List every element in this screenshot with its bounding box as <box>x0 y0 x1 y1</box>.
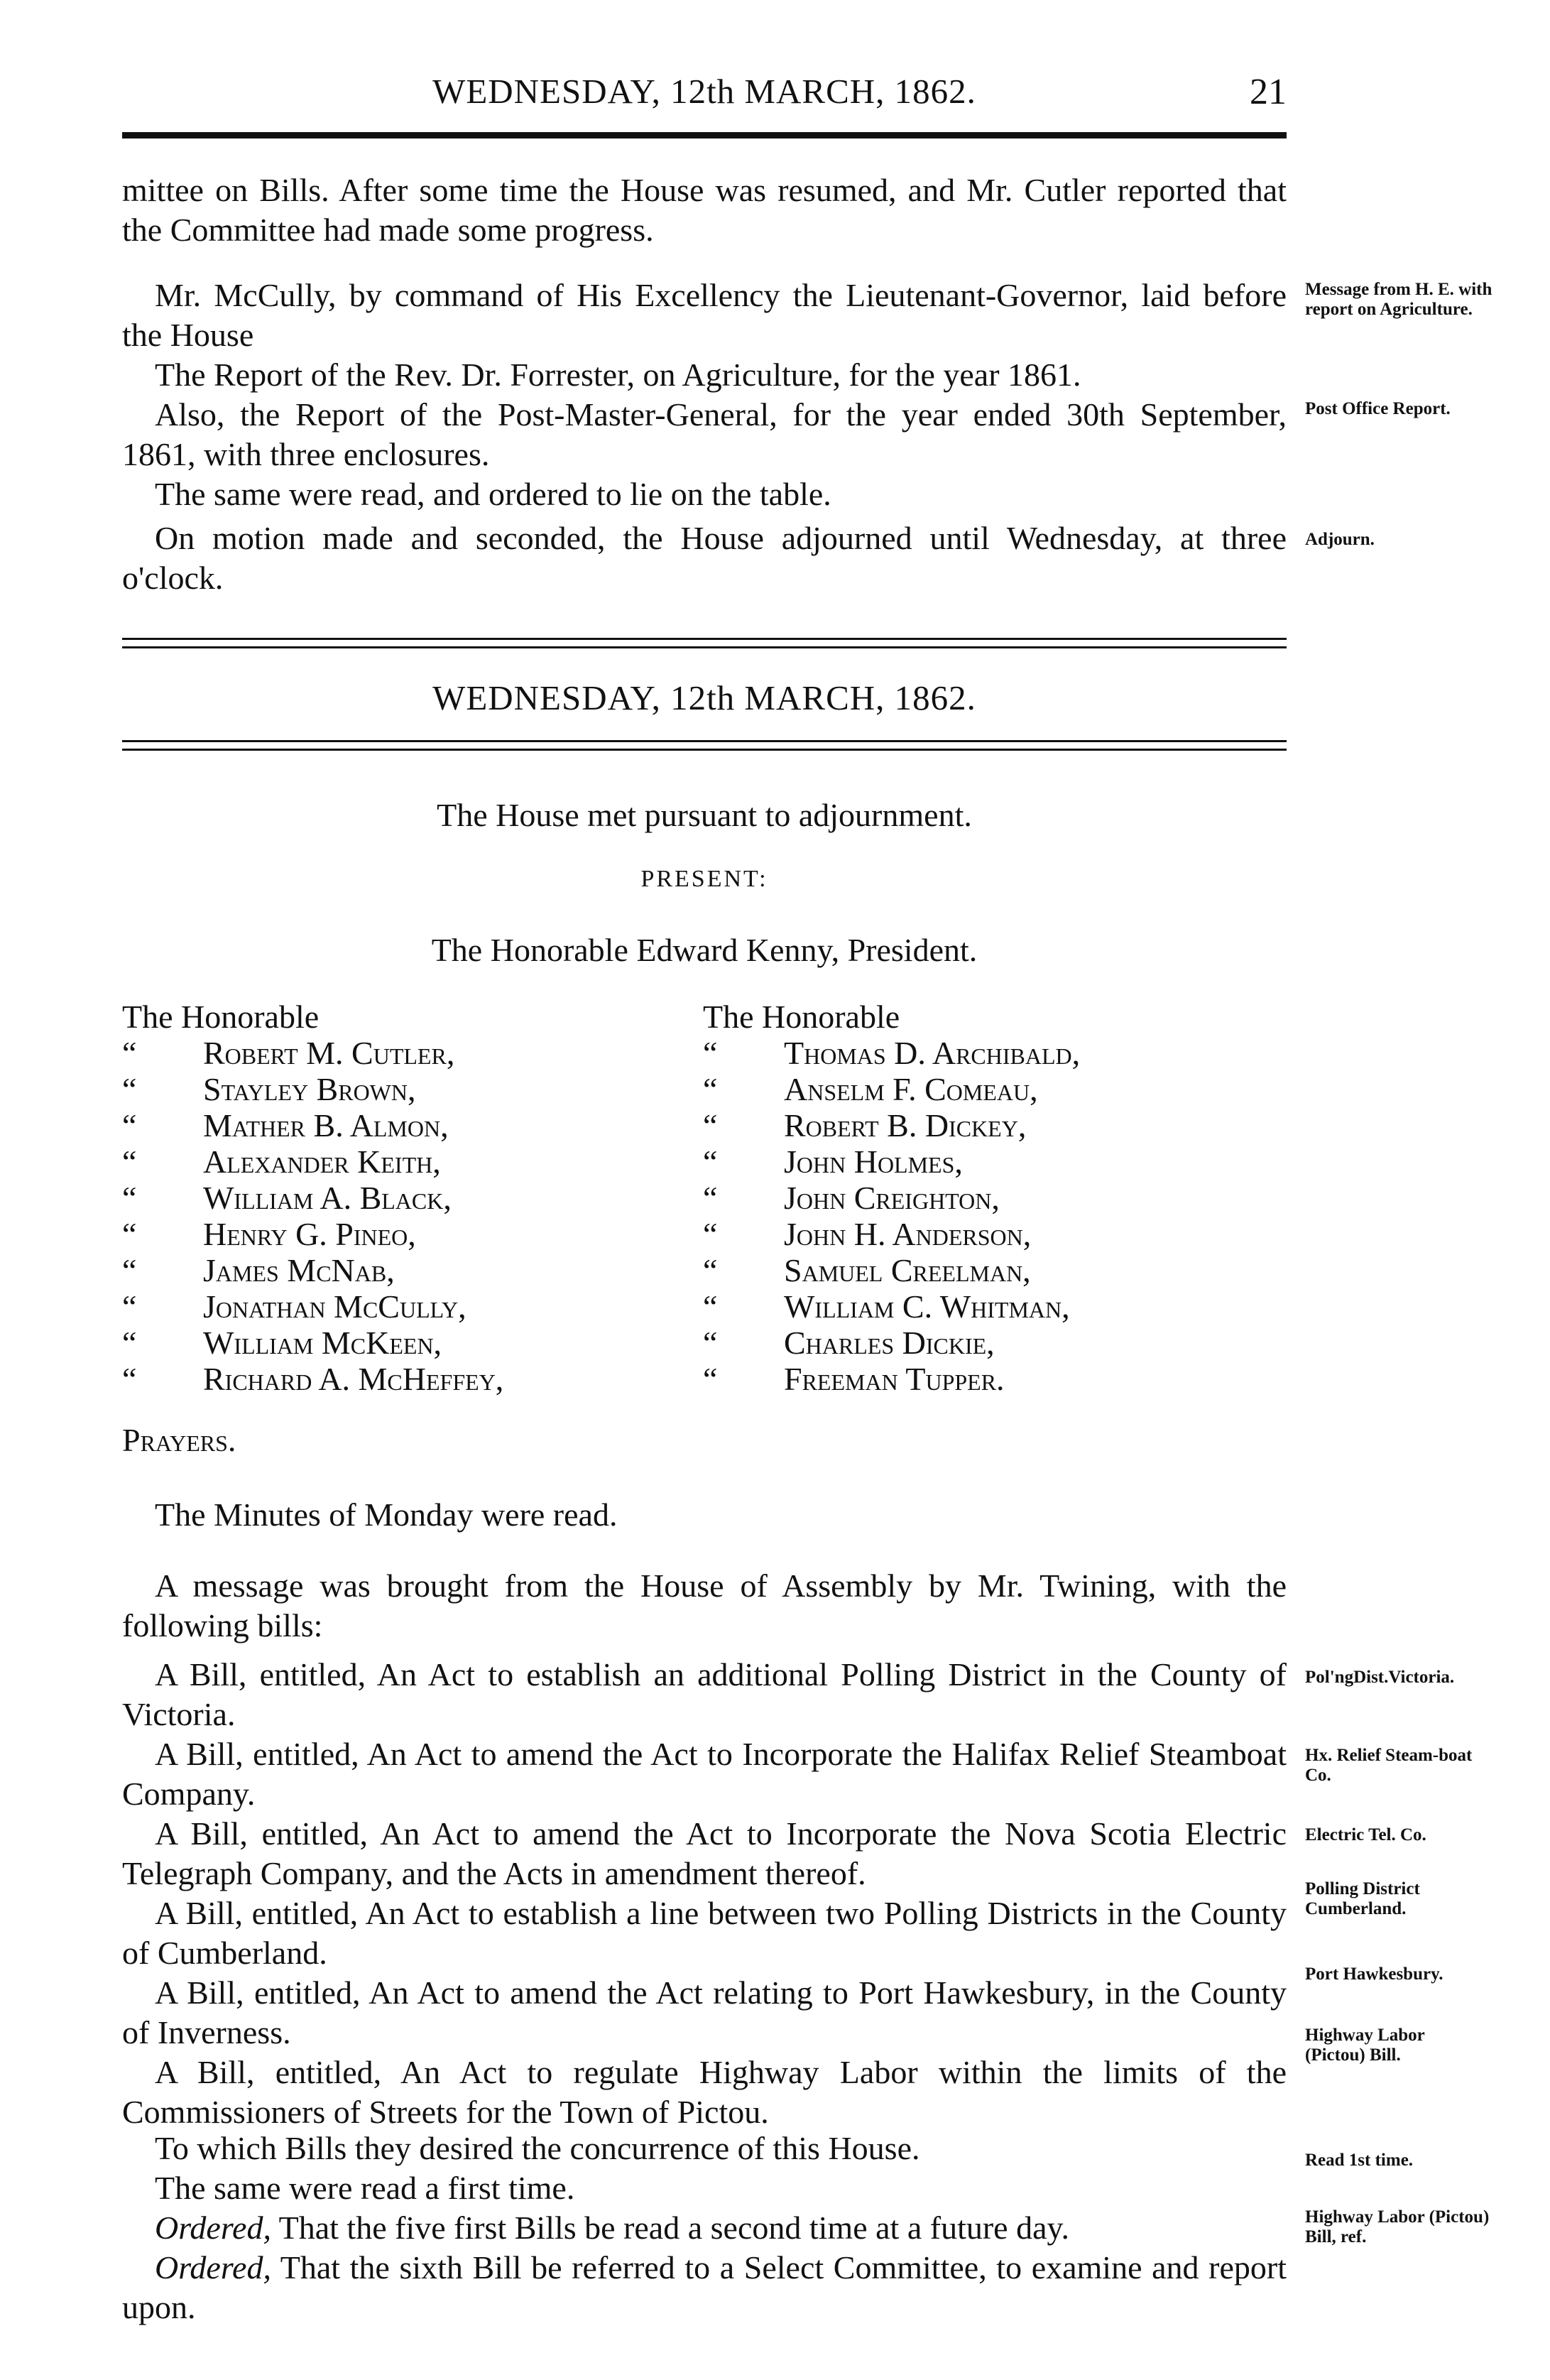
ditto-mark: “ <box>122 1143 137 1180</box>
ditto-mark: “ <box>703 1035 718 1071</box>
house-met: The House met pursuant to adjournment. <box>437 797 972 833</box>
attendee-name: Jonathan McCully, <box>203 1288 466 1325</box>
attendee-row <box>703 1107 1285 1143</box>
attendee-name: William C. Whitman, <box>784 1288 1070 1325</box>
section-title: WEDNESDAY, 12th MARCH, 1862. <box>432 678 976 717</box>
attendee-row <box>122 1035 690 1071</box>
bills-list <box>122 1655 1287 2132</box>
section-rule-bottom-1 <box>122 740 1287 742</box>
bill-electric-telegraph: A Bill, entitled, An Act to amend the Act to Incorporate the Nova Scotia Electric Telegraph Company, and the Acts in amendment thereof. <box>122 1815 1287 1891</box>
postmaster-report: Also, the Report of the Post-Master-General, for the year ended 30th September, 1861, with three enclosures. <box>122 396 1287 472</box>
header-title: WEDNESDAY, 12th MARCH, 1862. <box>432 72 976 111</box>
closing-block <box>122 2129 1287 2327</box>
margin-electric-tel: Electric Tel. Co. <box>1305 1825 1426 1844</box>
adjourn-paragraph: On motion made and seconded, the House adjourned until Wednesday, at three o'clock. <box>122 520 1287 596</box>
running-header <box>122 71 1287 121</box>
concurrence: To which Bills they desired the concurrence of this House. <box>155 2130 920 2166</box>
ordered-first: Ordered, That the five first Bills be read a second time at a future day. <box>155 2210 1070 2246</box>
ditto-mark: “ <box>703 1071 718 1107</box>
attendee-name: William McKeen, <box>203 1325 442 1361</box>
ditto-mark: “ <box>122 1361 137 1397</box>
message-paragraph: A message was brought from the House of Assembly by Mr. Twining, with the following bills: <box>122 1567 1287 1643</box>
attendees-right-heading: The Honorable <box>703 999 900 1035</box>
bill-polling-cumberland: A Bill, entitled, An Act to establish a line between two Polling Districts in the County of Cumberland. <box>122 1895 1287 1971</box>
attendee-name: James McNab, <box>203 1252 395 1288</box>
attendee-row <box>703 1325 1285 1361</box>
attendee-name: Charles Dickie, <box>784 1325 995 1361</box>
attendee-name: Richard A. McHeffey, <box>203 1361 504 1397</box>
ditto-mark: “ <box>122 1216 137 1252</box>
margin-port-hawkesbury: Port Hawkesbury. <box>1305 1965 1443 1984</box>
read-first: The same were read a first time. <box>155 2170 575 2206</box>
attendee-name: John H. Anderson, <box>784 1216 1032 1252</box>
bill-halifax-relief: A Bill, entitled, An Act to amend the Act to Incorporate the Halifax Relief Steamboat Company. <box>122 1736 1287 1812</box>
ditto-mark: “ <box>703 1252 718 1288</box>
attendees-right <box>703 999 1285 1397</box>
president-line: The Honorable Edward Kenny, President. <box>431 932 978 968</box>
attendee-row <box>122 1107 690 1143</box>
table-order: The same were read, and ordered to lie on the table. <box>155 476 831 512</box>
ditto-mark: “ <box>122 1071 137 1107</box>
header-rule <box>122 132 1287 138</box>
attendee-name: Stayley Brown, <box>203 1071 416 1107</box>
ditto-mark: “ <box>122 1035 137 1071</box>
attendee-name: Freeman Tupper. <box>784 1361 1005 1397</box>
ditto-mark: “ <box>703 1288 718 1325</box>
attendee-row <box>122 1361 690 1397</box>
ditto-mark: “ <box>703 1216 718 1252</box>
attendee-name: Robert B. Dickey, <box>784 1107 1027 1143</box>
ditto-mark: “ <box>703 1180 718 1216</box>
prayers: Prayers. <box>122 1422 236 1458</box>
section-rule-bottom-2 <box>122 749 1287 751</box>
attendee-row <box>703 1252 1285 1288</box>
attendee-row <box>122 1252 690 1288</box>
attendee-row <box>122 1325 690 1361</box>
attendees-left-heading: The Honorable <box>122 999 320 1035</box>
attendee-name: Robert M. Cutler, <box>203 1035 455 1071</box>
margin-polling-cumberland: Polling District Cumberland. <box>1305 1879 1420 1918</box>
ditto-mark: “ <box>122 1107 137 1143</box>
mccully-block <box>122 276 1287 514</box>
ditto-mark: “ <box>122 1252 137 1288</box>
attendee-row <box>122 1216 690 1252</box>
minutes: The Minutes of Monday were read. <box>155 1496 618 1533</box>
forrester-report: The Report of the Rev. Dr. Forrester, on Agriculture, for the year 1861. <box>155 357 1081 393</box>
margin-hx-relief: Hx. Relief Steam-boat Co. <box>1305 1746 1473 1785</box>
attendee-row <box>703 1180 1285 1216</box>
ditto-mark: “ <box>703 1361 718 1397</box>
attendee-row <box>703 1216 1285 1252</box>
attendee-row <box>122 1180 690 1216</box>
attendee-name: John Holmes, <box>784 1143 963 1180</box>
ditto-mark: “ <box>122 1288 137 1325</box>
attendee-name: John Creighton, <box>784 1180 1000 1216</box>
attendee-name: Alexander Keith, <box>203 1143 441 1180</box>
margin-highway-ref: Highway Labor (Pictou) Bill, ref. <box>1305 2207 1490 2246</box>
attendee-name: Samuel Creelman, <box>784 1252 1031 1288</box>
ordered-second: Ordered, That the sixth Bill be referred to a Select Committee, to examine and report upon. <box>122 2249 1287 2325</box>
margin-adjourn: Adjourn. <box>1305 530 1375 549</box>
attendee-name: Mather B. Almon, <box>203 1107 449 1143</box>
committee-paragraph: mittee on Bills. After some time the House was resumed, and Mr. Cutler reported that the Committee had made some progress. <box>122 172 1287 248</box>
margin-post-office: Post Office Report. <box>1305 399 1451 418</box>
margin-message-he: Message from H. E. with report on Agriculture. <box>1305 280 1492 319</box>
attendee-row <box>122 1288 690 1325</box>
present-label: PRESENT: <box>640 866 768 892</box>
attendee-row <box>703 1071 1285 1107</box>
attendee-row <box>703 1143 1285 1180</box>
margin-read-first-time: Read 1st time. <box>1305 2151 1414 2170</box>
attendee-row <box>122 1143 690 1180</box>
attendee-row <box>703 1035 1285 1071</box>
section-rule-top-1 <box>122 638 1287 640</box>
bill-polling-victoria: A Bill, entitled, An Act to establish an additional Polling District in the County of Victoria. <box>122 1656 1287 1732</box>
attendee-name: William A. Black, <box>203 1180 452 1216</box>
attendee-row <box>122 1071 690 1107</box>
bill-highway-labor: A Bill, entitled, An Act to regulate Highway Labor within the limits of the Commissioners of Streets for the Town of Pictou. <box>122 2054 1287 2130</box>
mccully-report-intro: Mr. McCully, by command of His Excellency the Lieutenant-Governor, laid before the House <box>122 277 1287 353</box>
margin-highway-pictou: Highway Labor (Pictou) Bill. <box>1305 2026 1425 2065</box>
ditto-mark: “ <box>703 1107 718 1143</box>
attendee-name: Anselm F. Comeau, <box>784 1071 1038 1107</box>
attendees-left <box>122 999 690 1397</box>
attendee-row <box>703 1288 1285 1325</box>
bill-port-hawkesbury: A Bill, entitled, An Act to amend the Act relating to Port Hawkesbury, in the County of Inverness. <box>122 1974 1287 2050</box>
section-rule-top-2 <box>122 646 1287 648</box>
ditto-mark: “ <box>122 1180 137 1216</box>
attendee-name: Thomas D. Archibald, <box>784 1035 1081 1071</box>
attendee-row <box>703 1361 1285 1397</box>
ditto-mark: “ <box>122 1325 137 1361</box>
ditto-mark: “ <box>703 1143 718 1180</box>
attendee-name: Henry G. Pineo, <box>203 1216 416 1252</box>
ditto-mark: “ <box>703 1325 718 1361</box>
page-number: 21 <box>1250 72 1287 112</box>
margin-polling-victoria: Pol'ngDist.Victoria. <box>1305 1668 1455 1687</box>
